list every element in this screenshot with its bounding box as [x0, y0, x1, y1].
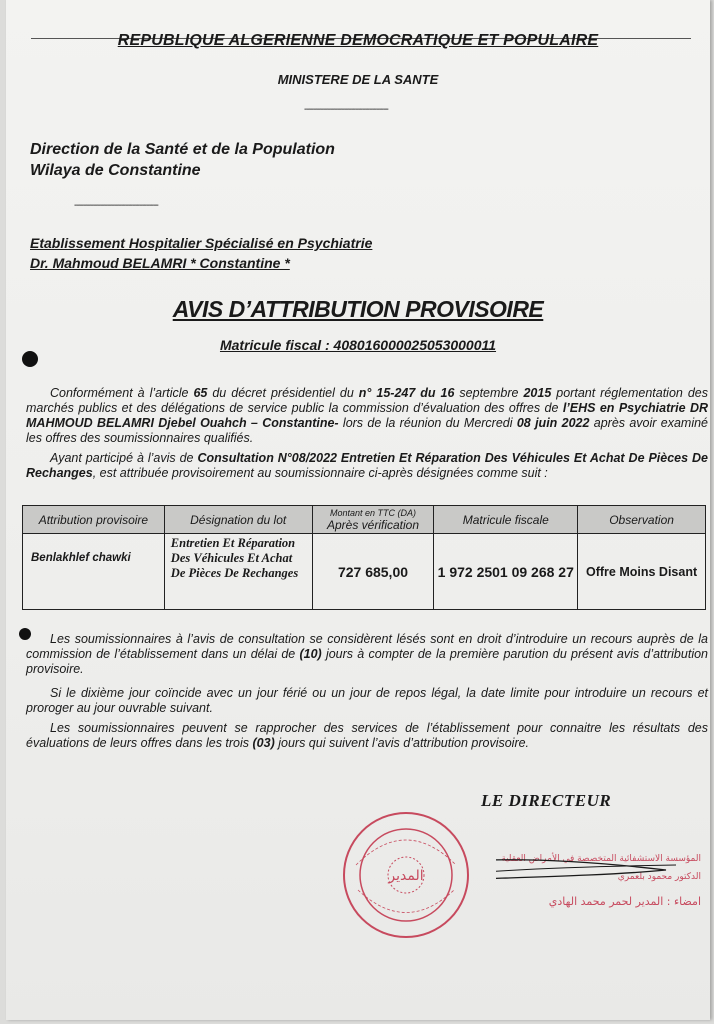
fiscal-number: Matricule fiscal : 408016000025053000011 [219, 337, 497, 353]
stamp-text-line2: الدكتور محمود بلعمري [617, 872, 701, 882]
ministry-name: MINISTERE DE LA SANTE [277, 72, 439, 87]
attribution-table [22, 505, 706, 610]
paragraph-holiday: Si le dixième jour coïncide avec un jour férié ou un jour de repos légal, la date limite pour introduire un recours et proroger au jour ouvrable suivant. [26, 686, 708, 715]
paragraph-legal-basis: Conformément à l’article 65 du décret présidentiel du n° 15-247 du 16 septembre 2015 portant réglementation des marchés publics et des délégations de service public la commission d’évaluation des offres de l’EHS en Psychiatrie DR MAHMOUD BELAMRI Djebel Ouahch – Constantine- lors de la réunion du Mercredi 08 juin 2022 après avoir examiné les offres des soumissionnaires qualifiés. [26, 386, 709, 445]
republic-title: REPUBLIQUE ALGERIENNE DEMOCRATIQUE ET POPULAIRE [117, 32, 599, 49]
establishment-name: Etablissement Hospitalier Spécialisé en Psychiatrie [30, 235, 373, 251]
establishment-subname: Dr. Mahmoud BELAMRI * Constantine * [30, 255, 290, 271]
cell-nif: 1 972 2501 09 268 27 [434, 534, 578, 610]
header-amount: Montant en TTC (DA) Après vérification [312, 506, 434, 534]
punch-hole-mark [22, 351, 38, 367]
director-title: LE DIRECTEUR [481, 791, 612, 810]
cell-attribution: Benlakhlef chawki [23, 534, 165, 610]
table-header-row [23, 506, 706, 534]
notice-title: AVIS D’ATTRIBUTION PROVISOIRE [172, 296, 544, 322]
table-row [23, 534, 706, 610]
header-designation: Désignation du lot [164, 506, 312, 534]
stamp-center-text: المدير [388, 868, 424, 884]
paragraph-results: Les soumissionnaires peuvent se rapprocher des services de l’établissement pour connaitre les résultats des évaluations de leurs offres dans les trois (03) jours qui suivent l’avis d’attribution provisoire. [26, 721, 708, 750]
stamp-text-line3: امضاء : المدير لحمر محمد الهادي [548, 895, 701, 908]
document-page [6, 0, 710, 1020]
cell-amount: 727 685,00 [312, 534, 434, 610]
cell-observation: Offre Moins Disant [578, 534, 706, 610]
separator-line: ------------------------------------ [74, 200, 158, 211]
cell-designation: Entretien Et Réparation Des Véhicules Et Achat De Pièces De Rechanges [164, 534, 312, 610]
paragraph-consultation: Ayant participé à l’avis de Consultation N°08/2022 Entretien Et Réparation Des Véhicules Et Achat De Pièces De Rechanges, est attribuée provisoirement au soumissionnaire ci-après désignées comme suit : [26, 451, 708, 480]
direction-name: Direction de la Santé et de la Population [30, 141, 335, 158]
signature-block [496, 835, 706, 945]
header-observation: Observation [578, 506, 706, 534]
official-stamp [336, 805, 476, 945]
separator-line: ------------------------------------ [304, 104, 388, 115]
header-attribution: Attribution provisoire [23, 506, 165, 534]
wilaya-name: Wilaya de Constantine [30, 162, 201, 179]
stamp-text-line1: المؤسسة الاستشفائية المتخصصة في الأمراض العقلية [501, 854, 701, 864]
header-nif: Matricule fiscale [434, 506, 578, 534]
paragraph-appeal: Les soumissionnaires à l’avis de consultation se considèrent lésés sont en droit d’introduire un recours auprès de la commission de l’établissement dans un délai de (10) jours à compter de la première parution du présent avis d’attribution provisoire. [26, 632, 708, 676]
